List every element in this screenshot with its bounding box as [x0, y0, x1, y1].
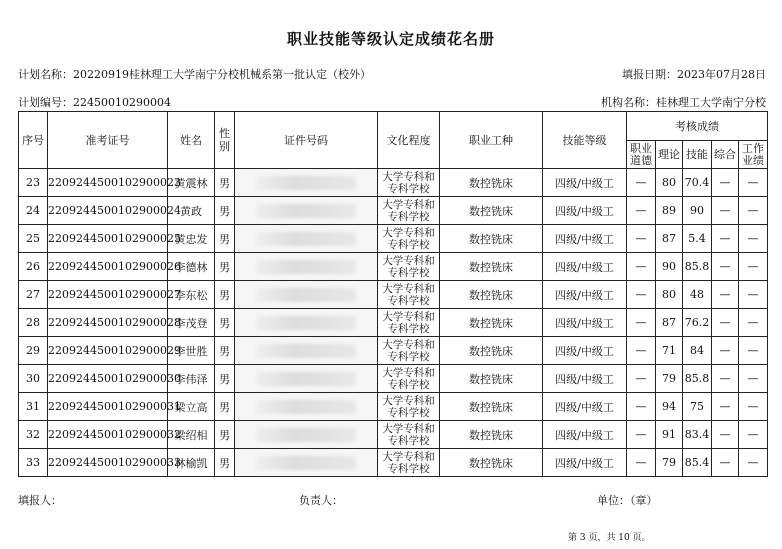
cell-skill-level: 四级/中级工: [543, 393, 627, 421]
table-header: [19, 112, 768, 169]
cell-skill-level: 四级/中级工: [543, 225, 627, 253]
cell-skill: 85.4: [683, 449, 712, 477]
cell-name: 黄震林: [168, 169, 215, 197]
cell-seq: 25: [19, 225, 48, 253]
cell-comprehensive: —: [712, 449, 739, 477]
cell-occupation: 数控铣床: [440, 225, 543, 253]
cell-work-performance: —: [739, 281, 768, 309]
cell-name: 李茂登: [168, 309, 215, 337]
table-row: [19, 225, 768, 253]
cell-exam-no: 2209244500102900033: [48, 449, 168, 477]
cell-ethics: —: [627, 197, 656, 225]
cell-seq: 29: [19, 337, 48, 365]
document-title: 职业技能等级认定成绩花名册: [286, 30, 495, 48]
redaction-block: [256, 400, 356, 414]
header-ethics: 职业道德: [627, 141, 656, 169]
plan-code: 计划编号：22450010290004: [18, 96, 171, 109]
cell-occupation: 数控铣床: [440, 449, 543, 477]
cell-work-performance: —: [739, 449, 768, 477]
cell-theory: 89: [656, 197, 683, 225]
cell-exam-no: 2209244500102900026: [48, 253, 168, 281]
table-row: [19, 421, 768, 449]
cell-id-redacted: [235, 281, 378, 309]
cell-work-performance: —: [739, 365, 768, 393]
cell-comprehensive: —: [712, 169, 739, 197]
cell-comprehensive: —: [712, 309, 739, 337]
cell-seq: 32: [19, 421, 48, 449]
cell-occupation: 数控铣床: [440, 281, 543, 309]
table-row: [19, 197, 768, 225]
reporter-label: 填报人：: [18, 494, 62, 507]
cell-theory: 87: [656, 225, 683, 253]
cell-skill: 85.8: [683, 365, 712, 393]
cell-id-redacted: [235, 421, 378, 449]
cell-seq: 26: [19, 253, 48, 281]
cell-skill-level: 四级/中级工: [543, 309, 627, 337]
cell-skill-level: 四级/中级工: [543, 365, 627, 393]
cell-ethics: —: [627, 337, 656, 365]
cell-work-performance: —: [739, 225, 768, 253]
header-education: 文化程度: [378, 112, 440, 169]
cell-skill: 84: [683, 337, 712, 365]
cell-ethics: —: [627, 253, 656, 281]
header-skill-level: 技能等级: [543, 112, 627, 169]
redaction-block: [256, 344, 356, 358]
page-number: 第 3 页，共 10 页。: [568, 533, 651, 543]
cell-education: 大学专科和专科学校: [378, 449, 440, 477]
cell-education: 大学专科和专科学校: [378, 225, 440, 253]
organization-name: 机构名称：桂林理工大学南宁分校: [601, 96, 766, 109]
cell-education: 大学专科和专科学校: [378, 197, 440, 225]
cell-work-performance: —: [739, 253, 768, 281]
cell-gender: 男: [215, 393, 235, 421]
cell-education: 大学专科和专科学校: [378, 365, 440, 393]
cell-occupation: 数控铣床: [440, 309, 543, 337]
cell-seq: 23: [19, 169, 48, 197]
redaction-block: [256, 372, 356, 386]
cell-ethics: —: [627, 281, 656, 309]
cell-gender: 男: [215, 253, 235, 281]
cell-skill: 90: [683, 197, 712, 225]
cell-education: 大学专科和专科学校: [378, 281, 440, 309]
cell-name: 梁绍相: [168, 421, 215, 449]
cell-exam-no: 2209244500102900029: [48, 337, 168, 365]
cell-skill-level: 四级/中级工: [543, 197, 627, 225]
cell-gender: 男: [215, 169, 235, 197]
table-row: [19, 365, 768, 393]
cell-occupation: 数控铣床: [440, 421, 543, 449]
cell-gender: 男: [215, 309, 235, 337]
cell-name: 李伟泽: [168, 365, 215, 393]
table-row: [19, 449, 768, 477]
responsible-label: 负责人：: [299, 494, 343, 507]
redaction-block: [256, 428, 356, 442]
table-row: [19, 169, 768, 197]
table-row: [19, 393, 768, 421]
cell-ethics: —: [627, 449, 656, 477]
header-exam-no: 准考证号: [48, 112, 168, 169]
header-name: 姓名: [168, 112, 215, 169]
cell-id-redacted: [235, 337, 378, 365]
fill-date: 填报日期：2023年07月28日: [622, 68, 766, 81]
cell-education: 大学专科和专科学校: [378, 169, 440, 197]
table-row: [19, 281, 768, 309]
cell-skill-level: 四级/中级工: [543, 253, 627, 281]
cell-skill: 70.4: [683, 169, 712, 197]
redaction-block: [256, 288, 356, 302]
cell-exam-no: 2209244500102900031: [48, 393, 168, 421]
cell-exam-no: 2209244500102900023: [48, 169, 168, 197]
cell-work-performance: —: [739, 421, 768, 449]
cell-comprehensive: —: [712, 337, 739, 365]
cell-gender: 男: [215, 197, 235, 225]
cell-seq: 30: [19, 365, 48, 393]
cell-id-redacted: [235, 169, 378, 197]
cell-ethics: —: [627, 309, 656, 337]
cell-theory: 80: [656, 281, 683, 309]
cell-comprehensive: —: [712, 421, 739, 449]
cell-ethics: —: [627, 421, 656, 449]
cell-exam-no: 2209244500102900024: [48, 197, 168, 225]
cell-ethics: —: [627, 393, 656, 421]
redaction-block: [256, 316, 356, 330]
header-theory: 理论: [656, 141, 683, 169]
cell-work-performance: —: [739, 393, 768, 421]
cell-name: 黄政: [168, 197, 215, 225]
cell-id-redacted: [235, 449, 378, 477]
cell-work-performance: —: [739, 309, 768, 337]
cell-comprehensive: —: [712, 197, 739, 225]
cell-exam-no: 2209244500102900027: [48, 281, 168, 309]
cell-skill-level: 四级/中级工: [543, 449, 627, 477]
cell-id-redacted: [235, 309, 378, 337]
cell-seq: 24: [19, 197, 48, 225]
cell-occupation: 数控铣床: [440, 169, 543, 197]
cell-gender: 男: [215, 337, 235, 365]
cell-name: 李东松: [168, 281, 215, 309]
cell-theory: 94: [656, 393, 683, 421]
cell-skill: 85.8: [683, 253, 712, 281]
header-seq: 序号: [19, 112, 48, 169]
cell-skill-level: 四级/中级工: [543, 281, 627, 309]
cell-work-performance: —: [739, 337, 768, 365]
table-row: [19, 309, 768, 337]
cell-name: 李世胜: [168, 337, 215, 365]
cell-skill: 48: [683, 281, 712, 309]
header-comprehensive: 综合: [712, 141, 739, 169]
cell-theory: 87: [656, 309, 683, 337]
cell-comprehensive: —: [712, 393, 739, 421]
cell-theory: 91: [656, 421, 683, 449]
cell-work-performance: —: [739, 197, 768, 225]
cell-name: 李德林: [168, 253, 215, 281]
cell-skill-level: 四级/中级工: [543, 169, 627, 197]
cell-name: 梁立高: [168, 393, 215, 421]
cell-exam-no: 2209244500102900032: [48, 421, 168, 449]
cell-occupation: 数控铣床: [440, 337, 543, 365]
redaction-block: [256, 232, 356, 246]
cell-seq: 28: [19, 309, 48, 337]
cell-occupation: 数控铣床: [440, 393, 543, 421]
cell-theory: 79: [656, 449, 683, 477]
cell-work-performance: —: [739, 169, 768, 197]
cell-skill-level: 四级/中级工: [543, 337, 627, 365]
redaction-block: [256, 260, 356, 274]
cell-comprehensive: —: [712, 281, 739, 309]
table-body: [19, 169, 768, 477]
score-roster-table: [18, 111, 768, 477]
cell-id-redacted: [235, 393, 378, 421]
cell-id-redacted: [235, 225, 378, 253]
cell-education: 大学专科和专科学校: [378, 421, 440, 449]
cell-skill: 5.4: [683, 225, 712, 253]
cell-exam-no: 2209244500102900030: [48, 365, 168, 393]
cell-comprehensive: —: [712, 365, 739, 393]
cell-education: 大学专科和专科学校: [378, 337, 440, 365]
cell-gender: 男: [215, 421, 235, 449]
cell-gender: 男: [215, 365, 235, 393]
header-scores-group: 考核成绩: [627, 112, 768, 141]
cell-skill: 75: [683, 393, 712, 421]
redaction-block: [256, 176, 356, 190]
cell-theory: 79: [656, 365, 683, 393]
header-work-performance: 工作业绩: [739, 141, 768, 169]
cell-theory: 80: [656, 169, 683, 197]
cell-occupation: 数控铣床: [440, 197, 543, 225]
cell-id-redacted: [235, 365, 378, 393]
table-row: [19, 253, 768, 281]
header-gender: 性别: [215, 112, 235, 169]
cell-name: 黄忠发: [168, 225, 215, 253]
cell-comprehensive: —: [712, 225, 739, 253]
cell-gender: 男: [215, 281, 235, 309]
header-occupation: 职业工种: [440, 112, 543, 169]
cell-ethics: —: [627, 365, 656, 393]
cell-theory: 90: [656, 253, 683, 281]
table-row: [19, 337, 768, 365]
cell-education: 大学专科和专科学校: [378, 393, 440, 421]
unit-seal-label: 单位：（章）: [597, 494, 658, 507]
cell-ethics: —: [627, 225, 656, 253]
cell-id-redacted: [235, 197, 378, 225]
cell-comprehensive: —: [712, 253, 739, 281]
cell-seq: 31: [19, 393, 48, 421]
cell-exam-no: 2209244500102900028: [48, 309, 168, 337]
cell-seq: 27: [19, 281, 48, 309]
cell-ethics: —: [627, 169, 656, 197]
cell-gender: 男: [215, 225, 235, 253]
cell-occupation: 数控铣床: [440, 253, 543, 281]
redaction-block: [256, 204, 356, 218]
plan-name: 计划名称：20220919桂林理工大学南宁分校机械系第一批认定（校外）: [18, 68, 371, 81]
redaction-block: [256, 456, 356, 470]
cell-theory: 71: [656, 337, 683, 365]
cell-seq: 33: [19, 449, 48, 477]
cell-skill: 83.4: [683, 421, 712, 449]
cell-skill: 76.2: [683, 309, 712, 337]
header-skill: 技能: [683, 141, 712, 169]
cell-id-redacted: [235, 253, 378, 281]
cell-skill-level: 四级/中级工: [543, 421, 627, 449]
cell-gender: 男: [215, 449, 235, 477]
cell-occupation: 数控铣床: [440, 365, 543, 393]
cell-education: 大学专科和专科学校: [378, 309, 440, 337]
cell-exam-no: 2209244500102900025: [48, 225, 168, 253]
header-id-no: 证件号码: [235, 112, 378, 169]
cell-name: 林榆凯: [168, 449, 215, 477]
cell-education: 大学专科和专科学校: [378, 253, 440, 281]
